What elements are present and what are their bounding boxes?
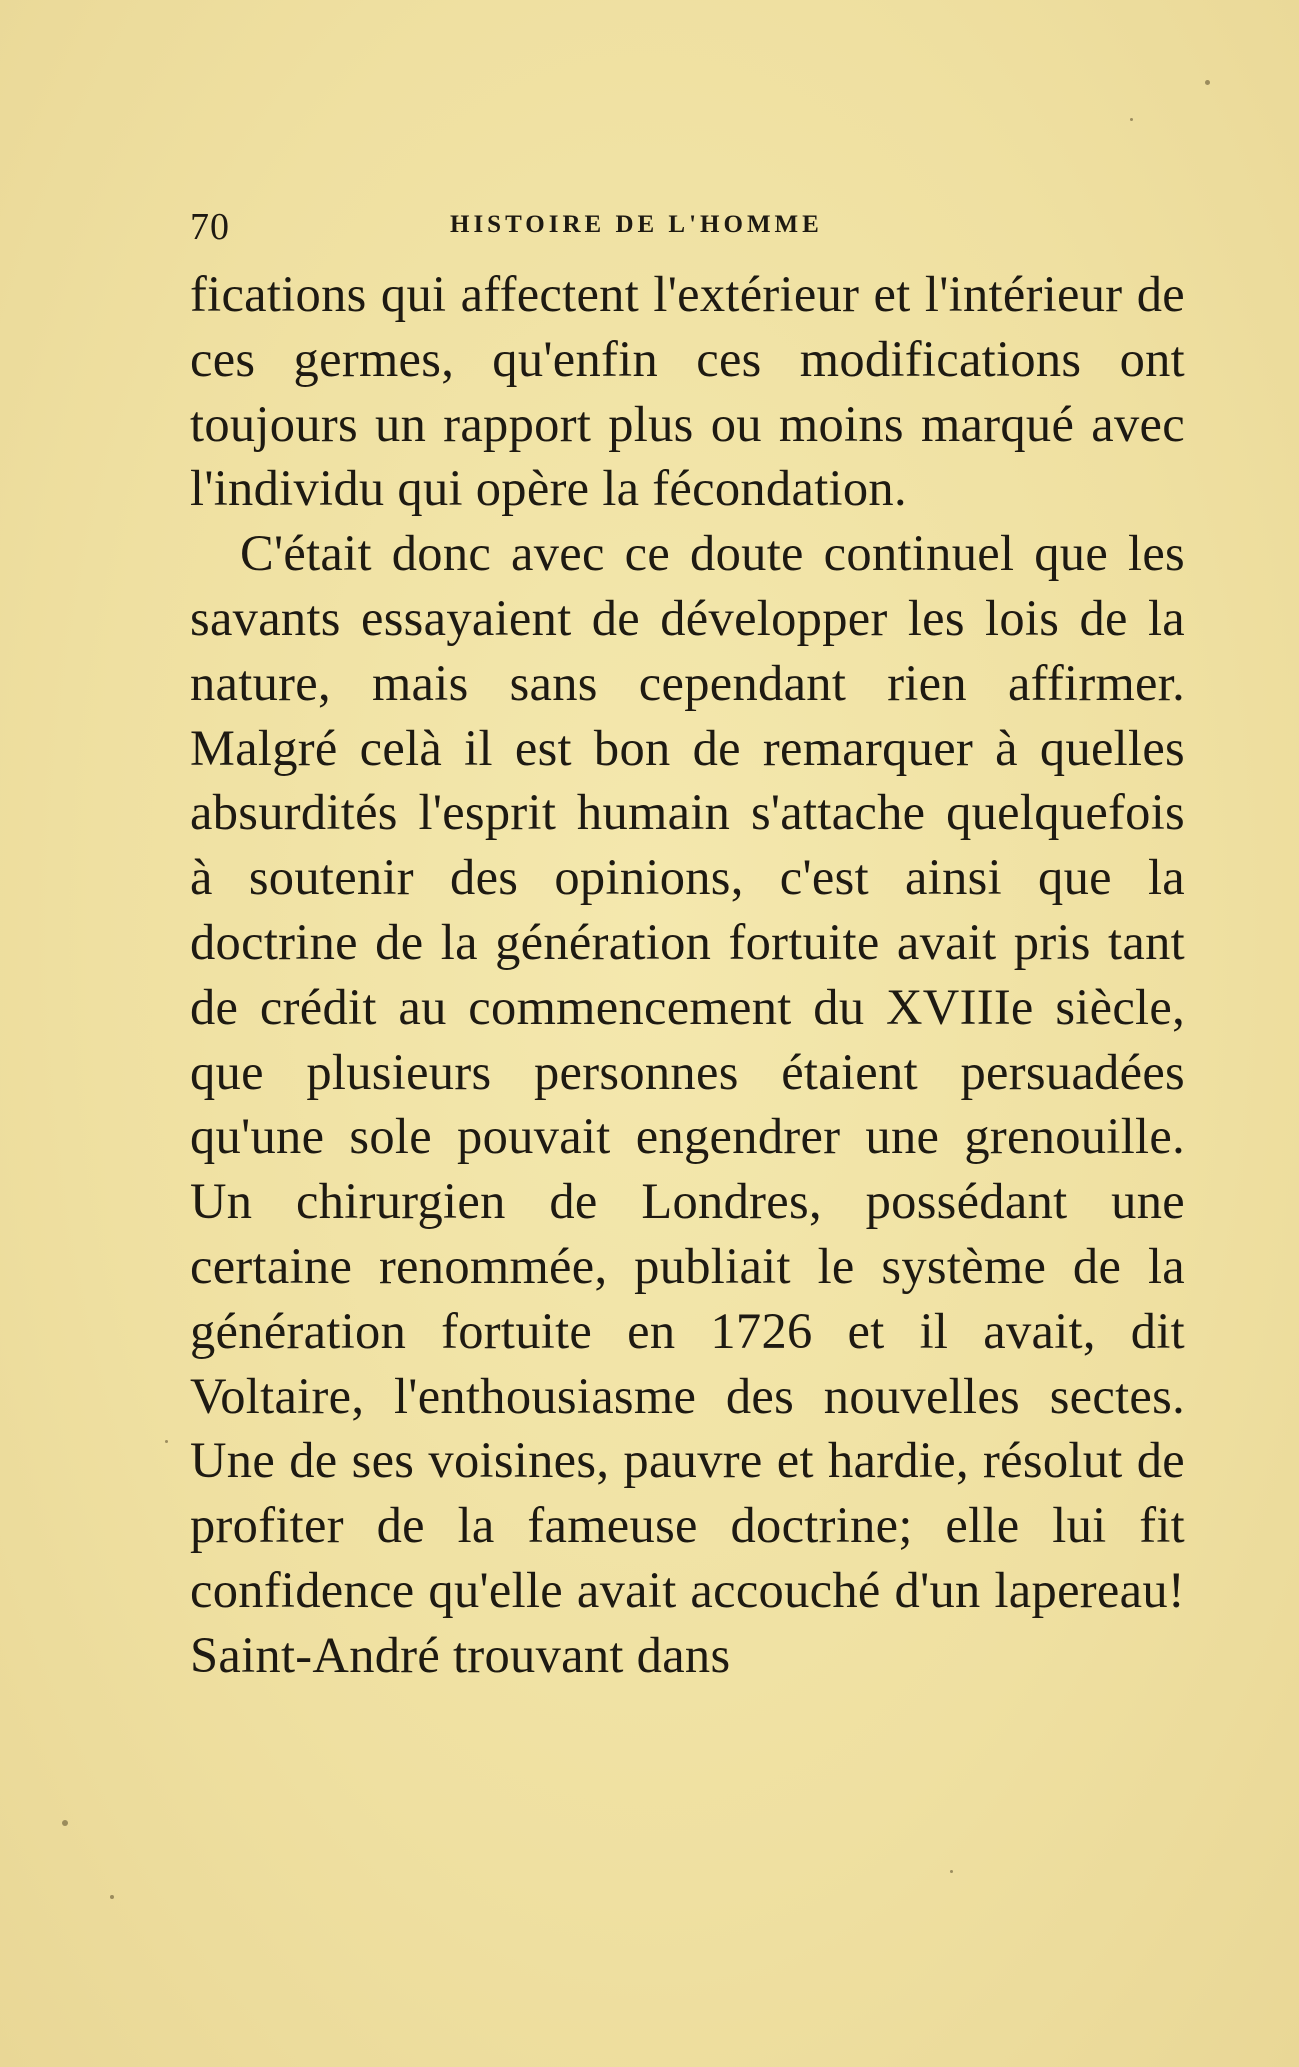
paper-speck — [950, 1870, 953, 1873]
paragraph-continuation: fications qui affectent l'extérieur et l'intérieur de ces germes, qu'enfin ces modifications ont toujours un rapport plus ou moins marqué avec l'individu qui opère la fécondation. — [190, 266, 1185, 517]
body-text — [190, 262, 1185, 1688]
page-header — [190, 205, 910, 255]
page-number: 70 — [190, 206, 230, 248]
paragraph: C'était donc avec ce doute continuel que les savants essayaient de développer les lois de la nature, mais sans cependant rien affirmer. Malgré celà il est bon de remarquer à quelles absurdités l'esprit humain s'attache quelquefois à soutenir des opinions, c'est ainsi que la doctrine de la génération fortuite avait pris tant de crédit au commencement du XVIIIe siècle, que plusieurs personnes étaient persuadées qu'une sole pouvait engendrer une grenouille. Un chirurgien de Londres, possédant une certaine renommée, publiait le système de la génération fortuite en 1726 et il avait, dit Voltaire, l'enthousiasme des nouvelles sectes. Une de ses voisines, pauvre et hardie, résolut de profiter de la fameuse doctrine; elle lui fit confidence qu'elle avait accouché d'un lapereau! Saint-André trouvant dans — [190, 525, 1185, 1683]
paper-speck — [62, 1820, 68, 1826]
paper-speck — [1130, 118, 1133, 121]
paper-speck — [1205, 80, 1210, 85]
running-head: HISTOIRE DE L'HOMME — [450, 211, 823, 238]
paper-speck — [165, 1440, 168, 1443]
paper-speck — [110, 1895, 114, 1899]
